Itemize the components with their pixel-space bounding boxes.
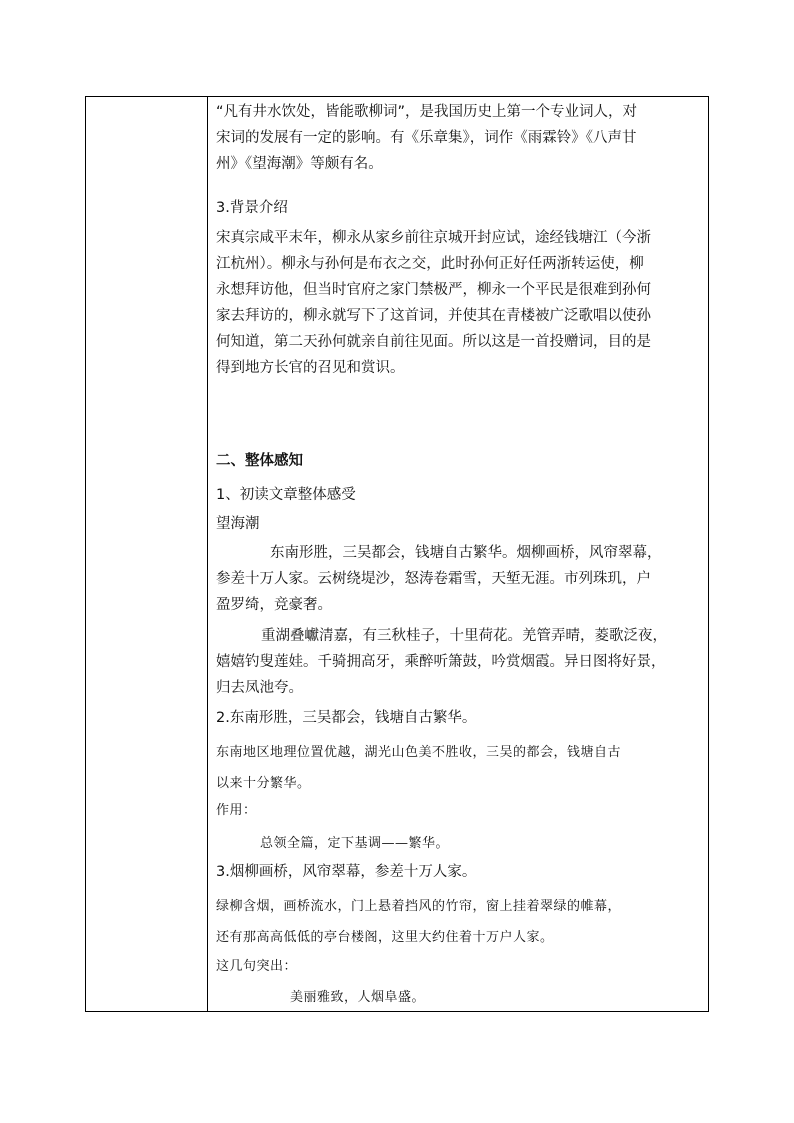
background-line: 永想拜访他，但当时官府之家门禁极严，柳永一个平民是很难到孙何	[216, 282, 651, 298]
poem-line: 归去凤池夸。	[216, 680, 303, 696]
left-column-cell	[86, 97, 208, 1011]
background-text	[216, 225, 651, 381]
background-line: 得到地方长官的召见和赏识。	[216, 360, 405, 376]
intro-line: “凡有井水饮处，皆能歌柳词”，是我国历史上第一个专业词人，对	[216, 104, 638, 120]
note-line: 东南地区地理位置优越，湖光山色美不胜收，三吴的都会，钱塘自古	[216, 745, 622, 760]
poem-stanza-2	[216, 623, 667, 701]
background-line: 江杭州）。柳永与孙何是布衣之交，此时孙何正好任两浙转运使，柳	[216, 256, 644, 272]
poem-line: 重湖叠巘清嘉，有三秋桂子，十里荷花。羌管弄晴，菱歌泛夜，	[261, 628, 667, 644]
item-3-effect-label: 这几句突出：	[216, 959, 298, 974]
background-heading: 3.背景介绍	[216, 200, 288, 216]
item-3-notes	[216, 891, 621, 953]
note-line: 以来十分繁华。	[216, 776, 311, 791]
poem-line: 参差十万人家。云树绕堤沙，怒涛卷霜雪，天堑无涯。市列珠玑，户	[216, 571, 651, 587]
subheading-first-reading: 1、初读文章整体感受	[216, 487, 356, 503]
item-3-heading: 3.烟柳画桥，风帘翠幕，参差十万人家。	[216, 864, 477, 880]
poem-line: 嬉嬉钓叟莲娃。千骑拥高牙，乘醉听箫鼓，吟赏烟霞。异日图将好景，	[216, 654, 666, 670]
intro-line: 州》《望海潮》等颇有名。	[216, 156, 383, 172]
item-2-effect-label: 作用：	[216, 803, 257, 818]
poem-line: 东南形胜，三吴都会，钱塘自古繁华。烟柳画桥，风帘翠幕，	[270, 545, 662, 561]
item-2-effect: 总领全篇，定下基调——繁华。	[260, 836, 450, 851]
background-line: 宋真宗咸平末年，柳永从家乡前往京城开封应试，途经钱塘江（今浙	[216, 230, 651, 246]
item-3-effect: 美丽雅致，人烟阜盛。	[290, 990, 426, 1005]
poem-title: 望海潮	[216, 516, 260, 532]
author-intro	[216, 99, 637, 177]
poem-line: 盈罗绮，竞豪奢。	[216, 597, 332, 613]
item-2-notes	[216, 737, 621, 799]
background-line: 家去拜访的，柳永就写下了这首词，并使其在青楼被广泛歌唱以使孙	[216, 308, 651, 324]
lesson-table	[85, 96, 709, 1012]
background-line: 何知道，第二天孙何就亲自前往见面。所以这是一首投赠词，目的是	[216, 334, 651, 350]
section-heading: 二、整体感知	[216, 453, 303, 469]
item-2-heading: 2.东南形胜，三吴都会，钱塘自古繁华。	[216, 710, 477, 726]
poem-stanza-1	[216, 540, 662, 618]
note-line: 绿柳含烟，画桥流水，门上悬着挡风的竹帘，窗上挂着翠绿的帷幕，	[216, 899, 622, 914]
intro-line: 宋词的发展有一定的影响。有《乐章集》，词作《雨霖铃》《八声甘	[216, 130, 637, 146]
note-line: 还有那高高低低的亭台楼阁，这里大约住着十万户人家。	[216, 930, 554, 945]
